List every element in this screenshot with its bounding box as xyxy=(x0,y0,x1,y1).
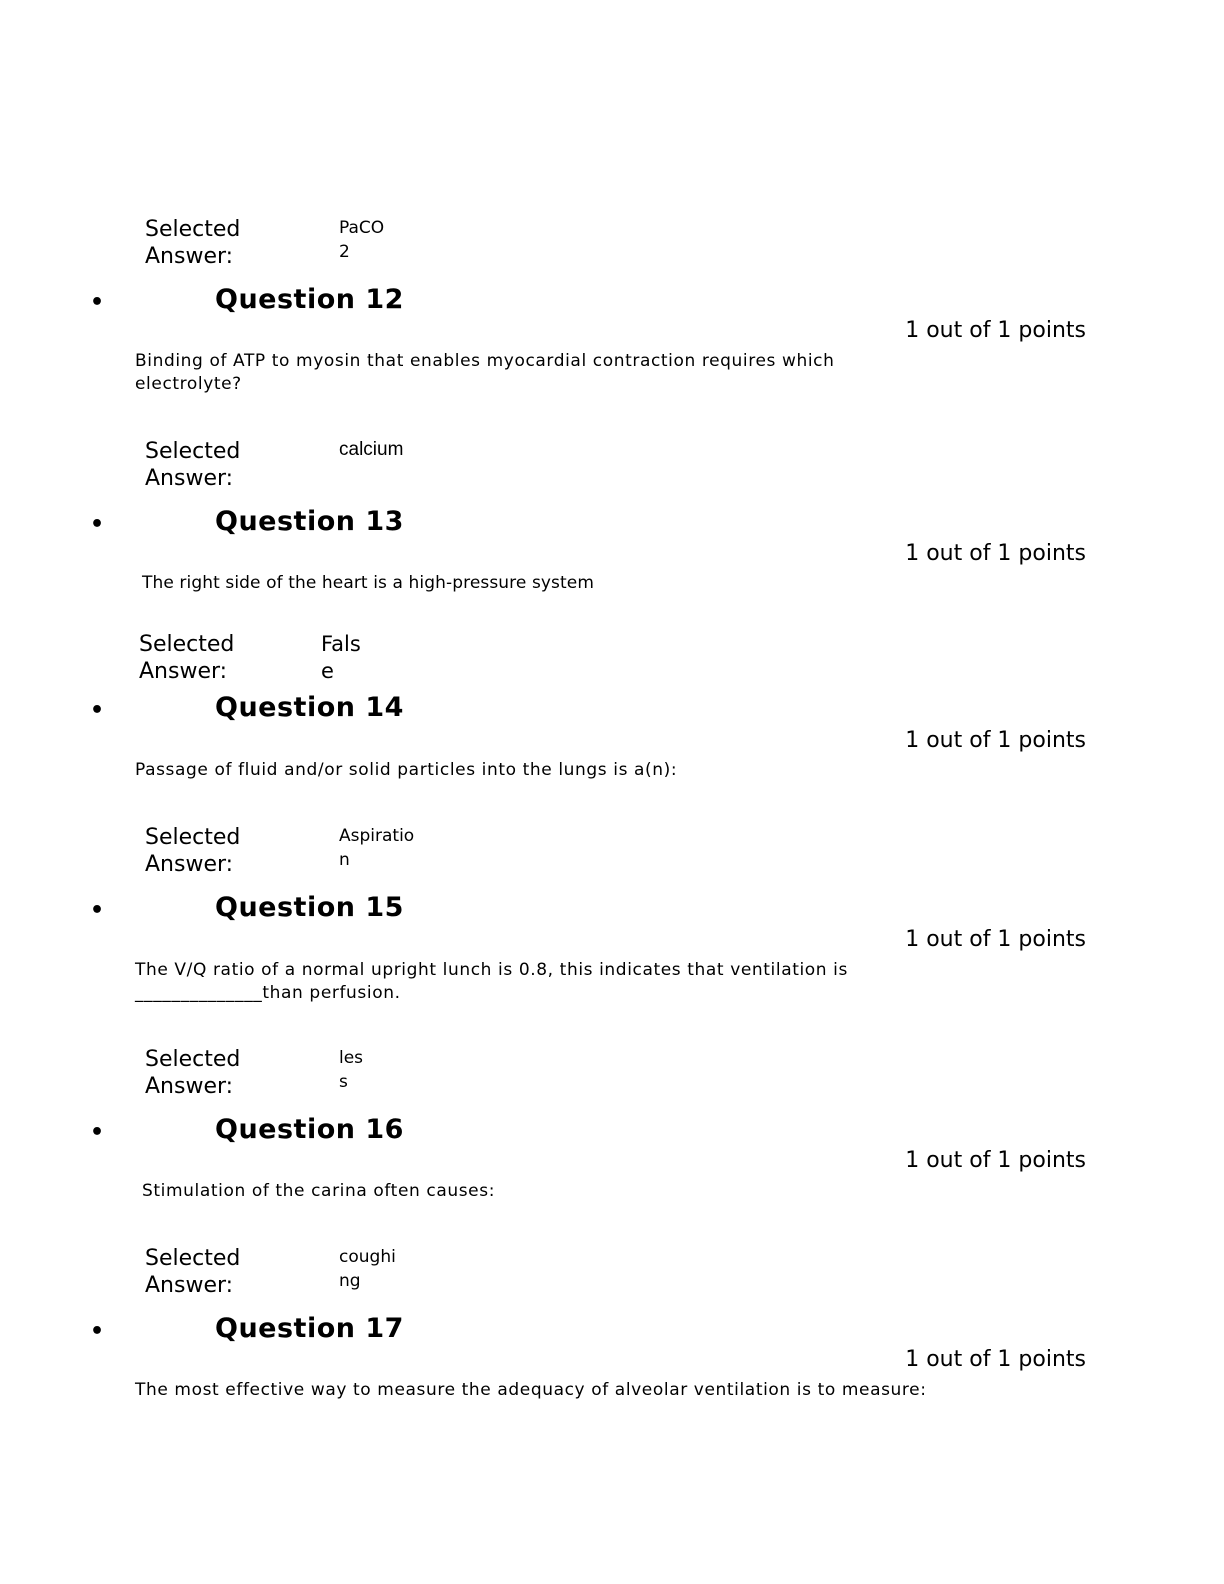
question-title: Question 12 xyxy=(215,284,404,315)
selected-answer-value xyxy=(321,631,361,685)
question-prompt xyxy=(142,1180,922,1203)
answer-line1: calcium xyxy=(339,439,404,460)
selected-label-line1: Selected xyxy=(145,439,241,464)
selected-answer-value xyxy=(339,824,414,872)
prompt-line1: Stimulation of the carina often causes: xyxy=(142,1181,496,1201)
answer-line2: 2 xyxy=(339,242,350,262)
selected-answer-label xyxy=(145,824,305,878)
question-points: 1 out of 1 points xyxy=(905,1148,1086,1173)
prompt-line1: The most effective way to measure the adequacy of alveolar ventilation is to measure: xyxy=(135,1380,927,1400)
prompt-line2: electrolyte? xyxy=(135,374,242,394)
answer-line1: Fals xyxy=(321,632,361,656)
bullet-icon: • xyxy=(90,898,105,923)
prompt-line1: Binding of ATP to myosin that enables myocardial contraction requires which xyxy=(135,351,835,371)
question-points: 1 out of 1 points xyxy=(905,1347,1086,1372)
selected-label-line2: Answer: xyxy=(145,244,234,269)
selected-label-line1: Selected xyxy=(145,1246,241,1271)
question-title: Question 15 xyxy=(215,892,404,923)
answer-line1: coughi xyxy=(339,1247,396,1267)
question-prompt xyxy=(135,350,935,396)
question-points: 1 out of 1 points xyxy=(905,541,1086,566)
selected-answer-label xyxy=(145,216,305,270)
selected-label-line1: Selected xyxy=(145,1047,241,1072)
bullet-icon: • xyxy=(90,1319,105,1344)
prompt-line1: The right side of the heart is a high-pressure system xyxy=(142,573,594,593)
question-prompt xyxy=(135,759,915,782)
answer-line2: s xyxy=(339,1072,348,1092)
question-title: Question 16 xyxy=(215,1114,404,1145)
selected-answer-label xyxy=(145,438,305,492)
selected-label-line2: Answer: xyxy=(145,852,234,877)
selected-label-line2: Answer: xyxy=(145,1074,234,1099)
answer-line1: PaCO xyxy=(339,218,385,238)
question-title: Question 14 xyxy=(215,692,404,723)
selected-answer-label xyxy=(145,1046,305,1100)
bullet-icon: • xyxy=(90,512,105,537)
answer-line1: Aspiratio xyxy=(339,826,415,846)
selected-label-line1: Selected xyxy=(139,632,235,657)
selected-label-line1: Selected xyxy=(145,217,241,242)
question-title: Question 17 xyxy=(215,1313,404,1344)
selected-label-line2: Answer: xyxy=(145,466,234,491)
bullet-icon: • xyxy=(90,1120,105,1145)
question-title: Question 13 xyxy=(215,506,404,537)
question-points: 1 out of 1 points xyxy=(905,927,1086,952)
selected-answer-value xyxy=(339,1245,396,1293)
prompt-line1: Passage of fluid and/or solid particles into the lungs is a(n): xyxy=(135,760,678,780)
question-points: 1 out of 1 points xyxy=(905,318,1086,343)
question-prompt xyxy=(135,959,955,1005)
question-prompt xyxy=(142,572,922,595)
question-points: 1 out of 1 points xyxy=(905,728,1086,753)
prompt-line1: The V/Q ratio of a normal upright lunch is 0.8, this indicates that ventilation is xyxy=(135,960,848,980)
selected-label-line2: Answer: xyxy=(139,659,228,684)
selected-answer-value xyxy=(339,1046,363,1094)
answer-line2: e xyxy=(321,659,334,683)
prompt-line2: ______________than perfusion. xyxy=(135,983,401,1003)
selected-label-line1: Selected xyxy=(145,825,241,850)
answer-line2: ng xyxy=(339,1271,361,1291)
selected-answer-value xyxy=(339,216,384,264)
selected-answer-label xyxy=(145,1245,305,1299)
selected-label-line2: Answer: xyxy=(145,1273,234,1298)
answer-line1: les xyxy=(339,1048,364,1068)
question-prompt xyxy=(135,1379,1035,1402)
selected-answer-value xyxy=(339,438,403,462)
selected-answer-label xyxy=(139,631,299,685)
bullet-icon: • xyxy=(90,698,105,723)
bullet-icon: • xyxy=(90,290,105,315)
answer-line2: n xyxy=(339,850,350,870)
